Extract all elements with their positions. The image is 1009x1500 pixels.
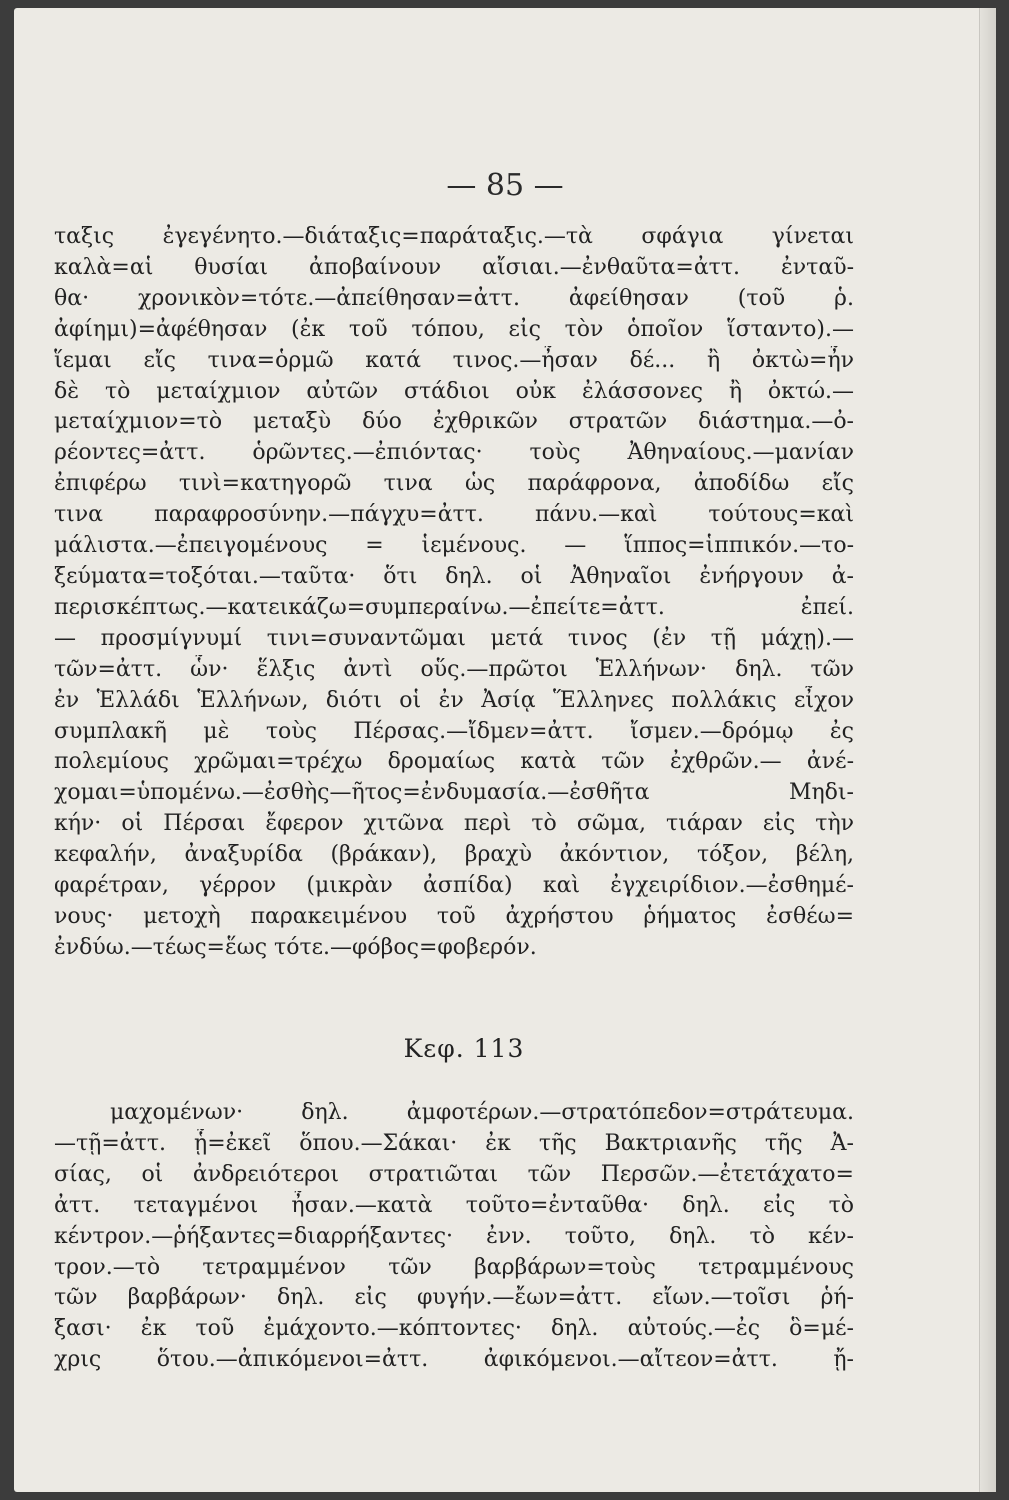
text-line: χρις ὅτου.—ἀπικόμενοι=ἀττ. ἀφικόμενοι.—αἴτεον=ἀττ. ᾔ-: [54, 1347, 854, 1373]
text-line: κεφαλήν, ἀναξυρίδα (βράκαν), βραχὺ ἀκόντιον, τόξον, βέλη,: [54, 842, 854, 868]
page-number: — 85 —: [446, 168, 564, 203]
text-line: —τῇ=ἀττ. ᾗ=ἐκεῖ ὅπου.—Σάκαι· ἐκ τῆς Βακτριανῆς τῆς Ἀ-: [54, 1130, 854, 1156]
chapter-heading: Κεφ. 113: [403, 1034, 525, 1063]
text-line: ξεύματα=τοξόται.—ταῦτα· ὅτι δηλ. οἱ Ἀθηναῖοι ἐνήργουν ἀ-: [54, 563, 854, 589]
text-line: ἀττ. τεταγμένοι ἦσαν.—κατὰ τοῦτο=ἐνταῦθα· δηλ. εἰς τὸ: [54, 1192, 854, 1218]
text-line: καλὰ=αἱ θυσίαι ἀποβαίνουν αἴσιαι.—ἐνθαῦτα=ἀττ. ἐνταῦ-: [54, 254, 854, 280]
text-line: μεταίχμιον=τὸ μεταξὺ δύο ἐχθρικῶν στρατῶν διάστημα.—ὀ-: [54, 409, 854, 435]
text-line: ἵεμαι εἴς τινα=ὁρμῶ κατά τινος.—ἦσαν δέ... ἢ ὀκτὼ=ἦν: [54, 347, 854, 373]
text-line: νους· μετοχὴ παρακειμένου τοῦ ἀχρήστου ῥήματος ἐσθέω=: [54, 903, 854, 929]
text-line: τρον.—τὸ τετραμμένον τῶν βαρβάρων=τοὺς τετραμμένους: [54, 1254, 854, 1280]
text-line: χομαι=ὑπομένω.—ἐσθὴς—ῆτος=ἐνδυμασία.—ἐσθῆτα Μηδι-: [54, 780, 854, 806]
text-line: φαρέτραν, γέρρον (μικρὰν ἀσπίδα) καὶ ἐγχειρίδιον.—ἐσθημέ-: [54, 873, 854, 899]
text-line: τῶν βαρβάρων· δηλ. εἰς φυγήν.—ἔων=ἀττ. εἴων.—τοῖσι ῥή-: [54, 1285, 854, 1311]
text-line: — προσμίγνυμί τινι=συναντῶμαι μετά τινος (ἐν τῇ μάχῃ).—: [54, 625, 854, 651]
text-line: τινα παραφροσύνην.—πάγχυ=ἀττ. πάνυ.—καὶ τούτους=καὶ: [54, 502, 854, 528]
commentary-section-1: [54, 222, 854, 964]
text-line: ἀφίημι)=ἀφέθησαν (ἐκ τοῦ τόπου, εἰς τὸν ὁποῖον ἵσταντο).—: [54, 316, 854, 342]
text-line: θα· χρονικὸν=τότε.—ἀπείθησαν=ἀττ. ἀφείθησαν (τοῦ ῥ.: [54, 285, 854, 311]
text-line: κέντρον.—ῥήξαντες=διαρρήξαντες· ἐνν. τοῦτο, δηλ. τὸ κέν-: [54, 1223, 854, 1249]
text-line: συμπλακῆ μὲ τοὺς Πέρσας.—ἴδμεν=ἀττ. ἴσμεν.—δρόμῳ ἐς: [54, 718, 854, 744]
page-edge: [979, 8, 996, 1492]
text-line: σίας, οἱ ἀνδρειότεροι στρατιῶται τῶν Περσῶν.—ἐτετάχατο=: [54, 1161, 854, 1187]
commentary-section-2: [54, 1098, 854, 1376]
text-line: πολεμίους χρῶμαι=τρέχω δρομαίως κατὰ τῶν ἐχθρῶν.— ἀνέ-: [54, 749, 854, 775]
text-line: τῶν=ἀττ. ὧν· ἕλξις ἀντὶ οὕς.—πρῶτοι Ἑλλήνων· δηλ. τῶν: [54, 656, 854, 682]
text-line: ἐπιφέρω τινὶ=κατηγορῶ τινα ὡς παράφρονα, ἀποδίδω εἴς: [54, 471, 854, 497]
text-line: ἐν Ἑλλάδι Ἑλλήνων, διότι οἱ ἐν Ἀσίᾳ Ἕλληνες πολλάκις εἶχον: [54, 687, 854, 713]
text-line: ἐνδύω.—τέως=ἕως τότε.—φόβος=φοβερόν.: [54, 934, 537, 960]
text-line: ξασι· ἐκ τοῦ ἐμάχοντο.—κόπτοντες· δηλ. αὐτούς.—ἐς ὃ=μέ-: [54, 1316, 854, 1342]
text-line: μάλιστα.—ἐπειγομένους = ἱεμένους. — ἵππος=ἱππικόν.—το-: [54, 533, 854, 559]
text-line: ρέοντες=ἀττ. ὁρῶντες.—ἐπιόντας· τοὺς Ἀθηναίους.—μανίαν: [54, 440, 854, 466]
text-line: περισκέπτως.—κατεικάζω=συμπεραίνω.—ἐπείτε=ἀττ. ἐπεί.: [54, 594, 854, 620]
text-line: μαχομένων· δηλ. ἀμφοτέρων.—στρατόπεδον=στράτευμα.: [110, 1100, 854, 1125]
text-line: κήν· οἱ Πέρσαι ἔφερον χιτῶνα περὶ τὸ σῶμα, τιάραν εἰς τὴν: [54, 811, 854, 837]
text-line: ταξις ἐγεγένητο.—διάταξις=παράταξις.—τὰ σφάγια γίνεται: [54, 224, 854, 249]
book-page: [14, 8, 996, 1492]
text-line: δὲ τὸ μεταίχμιον αὐτῶν στάδιοι οὐκ ἐλάσσονες ἢ ὀκτώ.—: [54, 378, 854, 404]
